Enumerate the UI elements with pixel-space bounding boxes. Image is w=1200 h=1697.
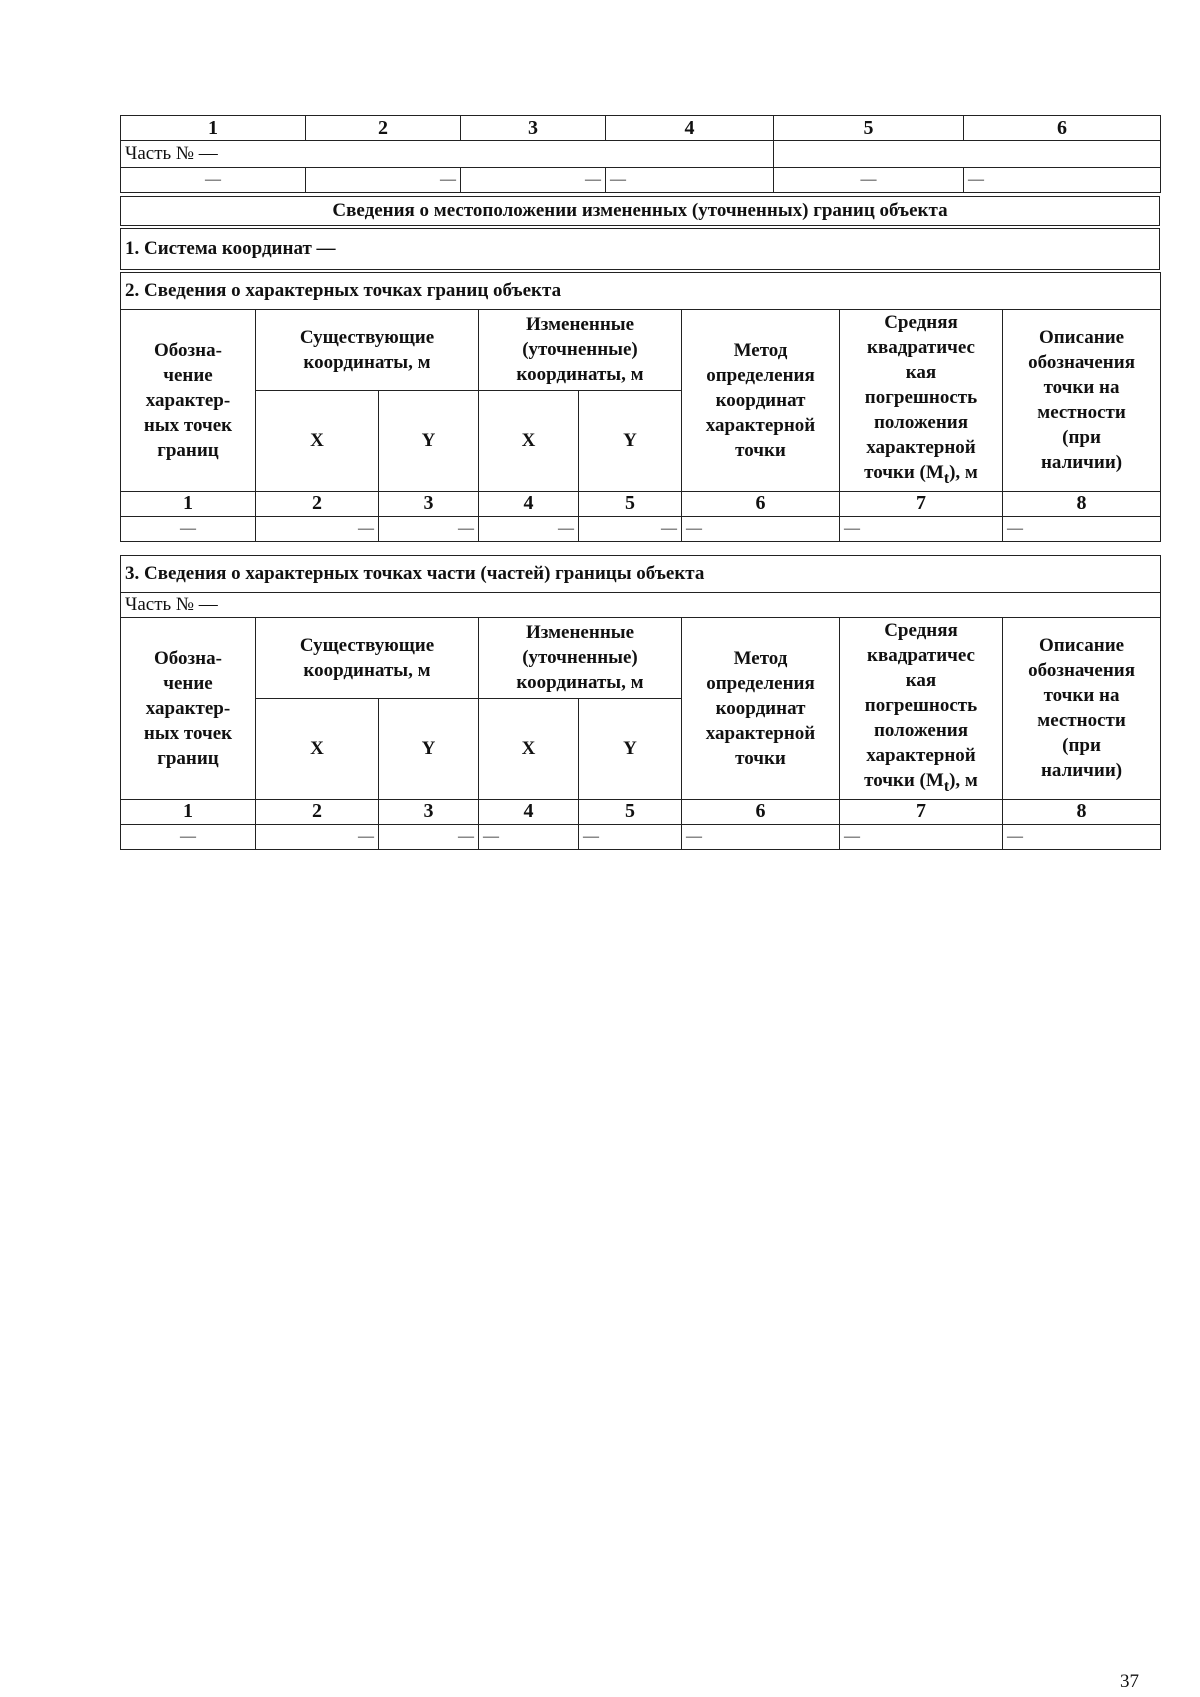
col-number: 8 [1003,491,1161,516]
top-table-number-row [121,116,1161,141]
col-number: 6 [964,116,1161,141]
x-header: X [479,390,579,491]
dash-cell: — [840,824,1003,849]
y-header: Y [579,390,682,491]
dash-cell: — [121,516,256,541]
col-number: 1 [121,116,306,141]
section3-part-label: Часть № — [121,593,1161,618]
dash-cell: — [461,168,606,193]
col-number: 6 [682,491,840,516]
dash-row [121,516,1161,541]
y-header: Y [379,390,479,491]
x-header: X [479,698,579,799]
dash-cell: — [840,516,1003,541]
existing-coords-header: Существующие координаты, м [256,618,479,699]
col-number: 3 [379,491,479,516]
section-title: Сведения о местоположении измененных (уточненных) границ объекта [121,197,1160,226]
designation-header: Обозна- чение характер- ных точек границ [121,310,256,492]
col-number: 1 [121,799,256,824]
dash-cell: — [579,516,682,541]
col-number: 1 [121,491,256,516]
dash-cell: — [379,824,479,849]
col-number: 7 [840,799,1003,824]
top-table-dash-row [121,168,1161,193]
section3-title: 3. Сведения о характерных точках части (частей) границы объекта [121,556,1161,593]
existing-coords-header: Существующие координаты, м [256,310,479,391]
section-title-block [120,196,1160,226]
dash-cell: — [479,516,579,541]
header-row [121,618,1161,699]
description-header: Описание обозначения точки на местности (при наличии) [1003,618,1161,800]
changed-coords-header: Измененные (уточненные) координаты, м [479,618,682,699]
dash-cell: — [682,824,840,849]
page-number: 37 [1120,1671,1139,1692]
dash-cell: — [256,516,379,541]
changed-coords-header: Измененные (уточненные) координаты, м [479,310,682,391]
dash-cell: — [964,168,1161,193]
dash-cell: — [1003,516,1161,541]
description-header: Описание обозначения точки на местности (при наличии) [1003,310,1161,492]
section3-table [120,555,1161,850]
y-header: Y [579,698,682,799]
col-number: 4 [606,116,774,141]
y-header: Y [379,698,479,799]
x-header: X [256,390,379,491]
dash-cell: — [682,516,840,541]
dash-cell: — [256,824,379,849]
dash-cell: — [579,824,682,849]
section2-block [120,272,1160,542]
dash-cell: — [606,168,774,193]
top-table [120,115,1161,193]
coord-system: 1. Система координат — [121,229,1160,270]
part-label: Часть № — [121,141,774,168]
error-header: Средняя квадратичес кая погрешность положения характерной точки $(M_t)$, м [840,618,1003,800]
top-table-block [120,115,1160,193]
col-number: 4 [479,491,579,516]
dash-cell: — [774,168,964,193]
section3-block [120,555,1160,850]
col-number: 5 [579,799,682,824]
col-number: 6 [682,799,840,824]
section2-table [120,272,1161,542]
coord-system-block [120,228,1160,270]
dash-cell: — [121,168,306,193]
section2-title: 2. Сведения о характерных точках границ объекта [121,273,1161,310]
col-number: 8 [1003,799,1161,824]
dash-cell: — [121,824,256,849]
col-number: 4 [479,799,579,824]
method-header: Метод определения координат характерной точки [682,618,840,800]
top-table-part-row [121,141,1161,168]
header-row [121,310,1161,391]
col-number: 3 [379,799,479,824]
dash-cell: — [1003,824,1161,849]
col-number: 7 [840,491,1003,516]
number-row [121,491,1161,516]
col-number: 2 [256,799,379,824]
designation-header: Обозна- чение характер- ных точек границ [121,618,256,800]
number-row [121,799,1161,824]
col-number: 3 [461,116,606,141]
dash-row [121,824,1161,849]
dash-cell: — [379,516,479,541]
col-number: 5 [579,491,682,516]
method-header: Метод определения координат характерной точки [682,310,840,492]
col-number: 5 [774,116,964,141]
dash-cell: — [306,168,461,193]
dash-cell: — [479,824,579,849]
col-number: 2 [256,491,379,516]
x-header: X [256,698,379,799]
col-number: 2 [306,116,461,141]
error-header: Средняя квадратичес кая погрешность положения характерной точки $(M_t)$, м [840,310,1003,492]
